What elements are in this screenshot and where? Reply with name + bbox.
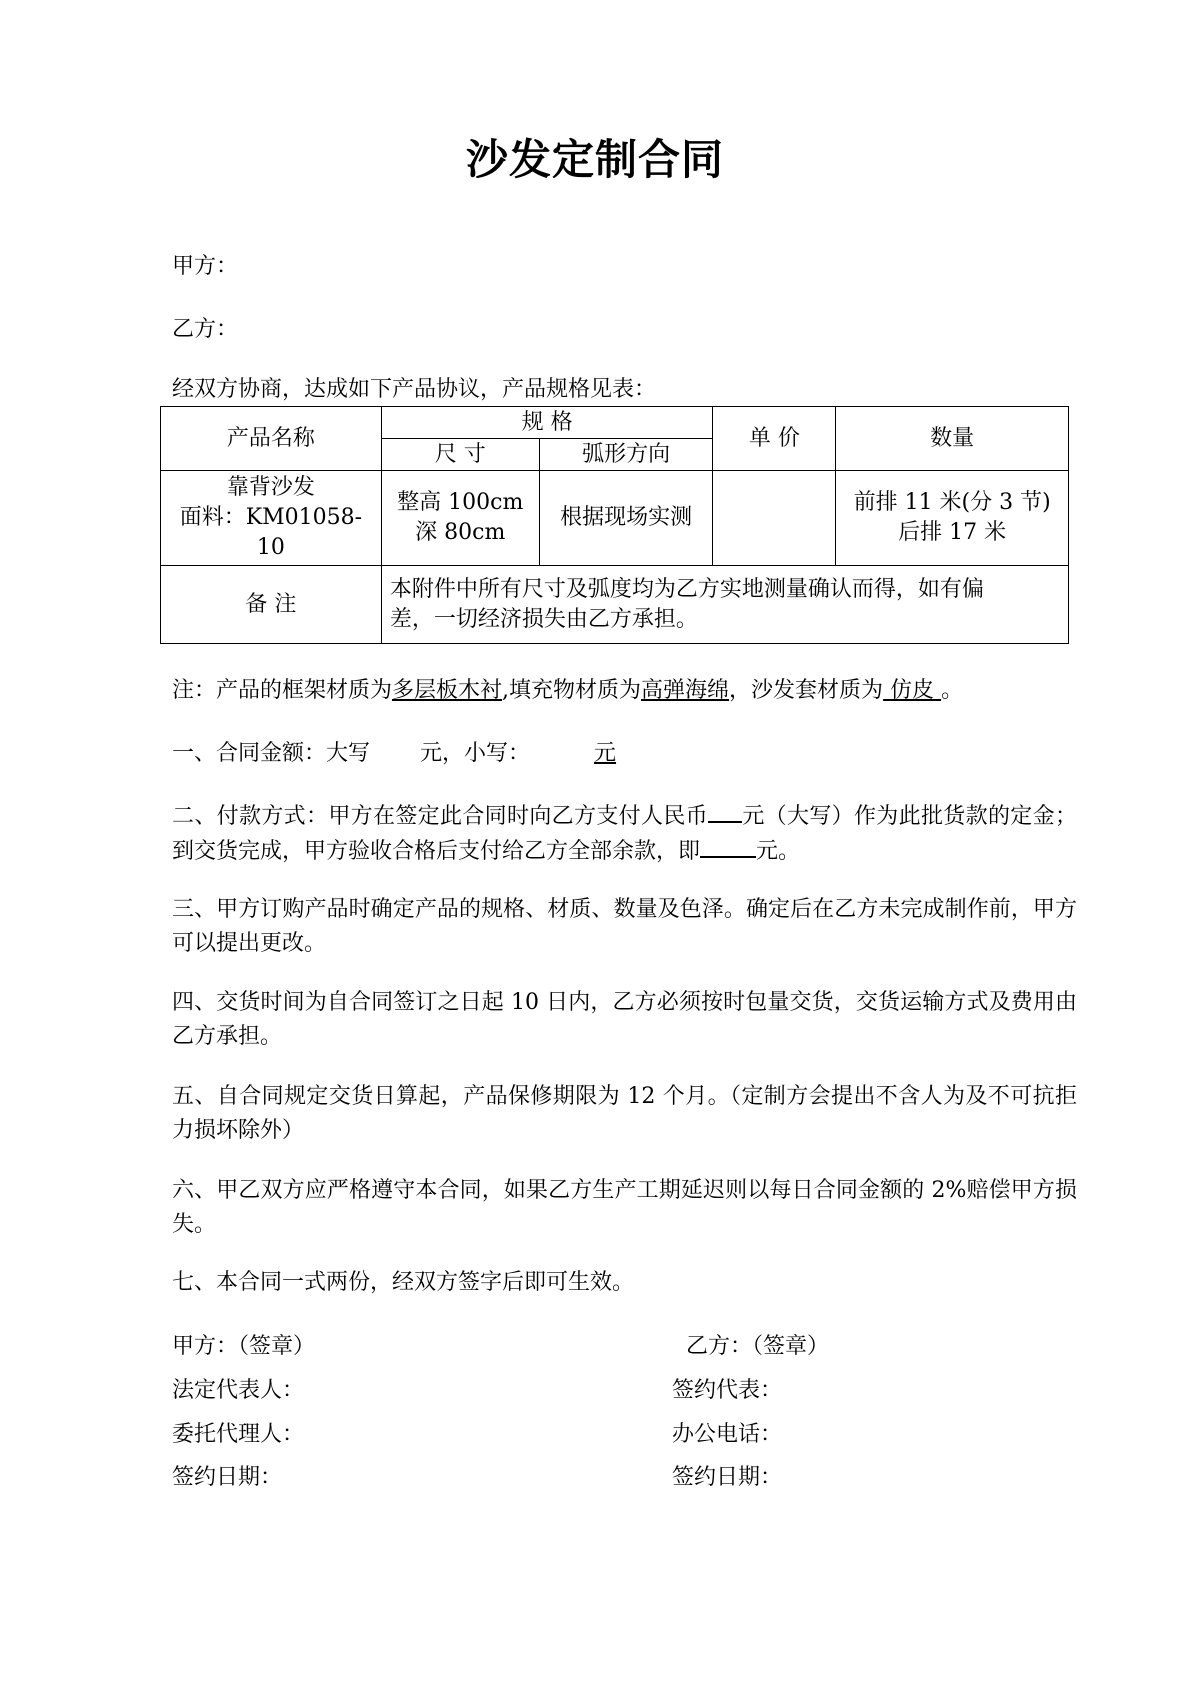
cell-arc: 根据现场实测: [539, 471, 713, 566]
balance-blank: [700, 834, 756, 858]
table-row: [161, 471, 1069, 566]
qty-back: 后排 17 米: [898, 520, 1007, 545]
clause-3: 三、甲方订购产品时确定产品的规格、材质、数量及色泽。确定后在乙方未完成制作前，甲方可以提出更改。: [172, 897, 1077, 956]
party-a-date: 签约日期：: [172, 1465, 283, 1490]
party-b-seal: 乙方：（签章）: [686, 1334, 830, 1359]
size-depth: 深 80cm: [415, 520, 506, 545]
party-a-representative: 法定代表人：: [172, 1378, 305, 1403]
remark-text: [381, 566, 1068, 644]
cell-qty: [836, 471, 1069, 566]
cover-material: 仿皮: [883, 678, 942, 703]
header-price: 单 价: [713, 407, 836, 471]
header-qty: 数量: [836, 407, 1069, 471]
frame-material: 多层板木衬: [392, 678, 503, 703]
clause-4: 四、交货时间为自合同签订之日起 10 日内，乙方必须按时包量交货，交货运输方式及费用由乙方承担。: [172, 990, 1077, 1049]
remark-line-1: 本附件中所有尺寸及弧度均为乙方实地测量确认而得，如有偏: [389, 576, 984, 602]
amount-unit: 元: [594, 741, 617, 766]
product-name: 靠背沙发: [226, 475, 315, 500]
clause-5: 五、自合同规定交货日算起，产品保修期限为 12 个月。（定制方会提出不含人为及不可抗拒力损坏除外）: [172, 1084, 1077, 1143]
clause-6: 六、甲乙双方应严格遵守本合同，如果乙方生产工期延迟则以每日合同金额的 2%赔偿甲方损失。: [172, 1178, 1077, 1237]
filling-material: 高弹海绵: [641, 678, 730, 703]
clause-1: 一、合同金额：大写 元，小写： 元: [172, 741, 617, 766]
remark-line-2: 差，一切经济损失由乙方承担。: [389, 606, 698, 632]
product-fabric: 面料：KM01058-: [179, 505, 363, 530]
qty-front: 前排 11 米(分 3 节): [853, 490, 1051, 515]
remark-label: 备 注: [161, 566, 382, 644]
clause-7: 七、本合同一式两份，经双方签字后即可生效。: [172, 1270, 635, 1295]
size-height: 整高 100cm: [397, 490, 524, 515]
cell-product: [161, 471, 382, 566]
header-size: 尺 寸: [381, 439, 539, 471]
party-b-date: 签约日期：: [672, 1465, 783, 1490]
header-arc: 弧形方向: [539, 439, 713, 471]
party-a-agent: 委托代理人：: [172, 1422, 305, 1447]
material-note: 注：产品的框架材质为多层板木衬,填充物材质为高弹海绵，沙发套材质为 仿皮 。: [172, 678, 964, 703]
spec-table: [160, 406, 1069, 644]
deposit-blank: [708, 799, 742, 823]
header-spec: 规 格: [381, 407, 713, 439]
party-b-representative: 签约代表：: [672, 1378, 783, 1403]
party-b-phone: 办公电话：: [672, 1422, 783, 1447]
cell-size: [381, 471, 539, 566]
table-remark-row: [161, 566, 1069, 644]
party-a-label: 甲方：: [172, 254, 239, 279]
party-b-label: 乙方：: [172, 317, 239, 342]
contract-title: 沙发定制合同: [465, 135, 724, 184]
header-product: 产品名称: [161, 407, 382, 471]
cell-price: [713, 471, 836, 566]
product-fabric-suffix: 10: [256, 535, 285, 560]
clause-2: 二、付款方式：甲方在签定此合同时向乙方支付人民币 元（大写）作为此批货款的定金；到交货完成，甲方验收合格后支付给乙方全部余款，即 元。: [172, 799, 1077, 869]
table-header-row: [161, 407, 1069, 439]
party-a-seal: 甲方：（签章）: [172, 1334, 316, 1359]
intro-text: 经双方协商，达成如下产品协议，产品规格见表：: [172, 377, 657, 402]
